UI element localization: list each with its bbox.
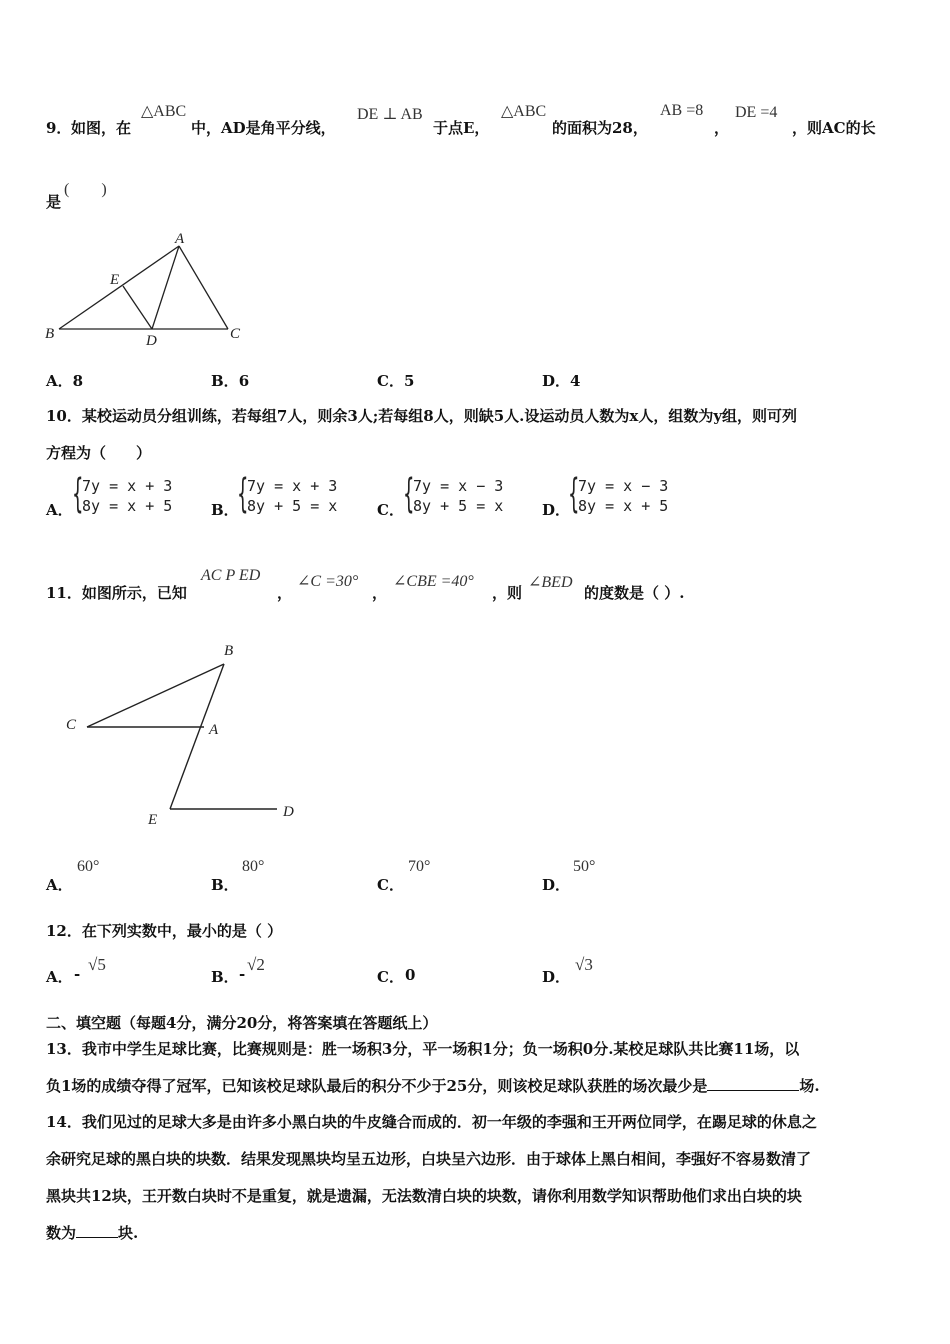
q12-option-c-label: C．: [377, 968, 404, 986]
q11-option-b-label: B．: [211, 876, 239, 894]
q9-text-5: ，则AC的长: [792, 119, 876, 137]
q9-option-b[interactable]: [211, 370, 249, 391]
q12-option-a-label: A．: [46, 968, 73, 986]
q10-option-d-brace: {: [568, 471, 580, 517]
q9-text-4: 的面积为28，: [552, 119, 648, 137]
q11-comma-1: ，: [277, 584, 293, 602]
q9-number: 9．: [46, 119, 72, 137]
q12-option-b-value: √2: [247, 955, 265, 974]
q9-math-de: DE =4: [735, 104, 778, 121]
q9-math-perpendicular: DE ⊥ AB: [357, 106, 423, 123]
q9-option-d-value: 4: [570, 372, 581, 390]
q9-comma: ，: [714, 119, 730, 137]
q9-option-a-label: A．: [46, 372, 73, 390]
q11-text-3: 的度数是（ ）.: [584, 584, 685, 602]
q11-option-c-label: C．: [377, 876, 404, 894]
q13-text-line-2b: 场.: [799, 1077, 820, 1095]
q12-text: 12．在下列实数中，最小的是（ ）: [46, 922, 283, 940]
q10-option-c-eq2: 8y + 5 = x: [413, 497, 504, 515]
q11-label-d: D: [283, 804, 294, 820]
q9-option-c[interactable]: [377, 370, 414, 391]
q11-comma-2: ，: [372, 584, 388, 602]
q11-option-a-label: A．: [46, 876, 73, 894]
section-2-heading: 二、填空题（每题4分，满分20分，将答案填在答题纸上）: [46, 1014, 438, 1032]
q9-label-d: D: [146, 333, 157, 349]
q13-text-line-1: 13．我市中学生足球比赛，比赛规则是：胜一场积3分，平一场积1分；负一场积0分.某校足球队共比赛11场，以: [46, 1040, 800, 1058]
q10-option-d-eq1: 7y = x − 3: [578, 477, 669, 495]
q12-option-a-sign: -: [74, 965, 81, 983]
q10-option-b-eq2: 8y + 5 = x: [247, 497, 338, 515]
q9-answer-paren: ( ): [64, 181, 107, 198]
q9-label-b: B: [45, 326, 55, 342]
q9-math-triangle-abc: △ABC: [141, 103, 187, 120]
q10-option-d-label: D．: [542, 501, 571, 519]
q10-option-b-eq1: 7y = x + 3: [247, 477, 338, 495]
q9-math-triangle-abc-2: △ABC: [501, 103, 547, 120]
q14-text-line-4a: 数为: [46, 1224, 77, 1242]
q11-math-angle-c: ∠C =30°: [297, 573, 359, 590]
q13-text-line-2a: 负1场的成绩夺得了冠军，已知该校足球队最后的积分不少于25分，则该校足球队获胜的场次最少是: [46, 1077, 708, 1095]
q11-label-c: C: [66, 717, 77, 733]
q11-text-2: ，则: [492, 584, 523, 602]
q9-text-2: 中，AD是角平分线，: [191, 119, 336, 137]
q9-label-c: C: [230, 326, 241, 342]
q10-option-c-label: C．: [377, 501, 404, 519]
q9-figure: [40, 228, 255, 353]
q9-math-ab: AB =8: [660, 102, 704, 119]
q9-option-c-label: C．: [377, 372, 404, 390]
q11-label-a: A: [209, 722, 219, 738]
q10-text-line-2: 方程为（ ）: [46, 444, 152, 462]
q9-text-6: 是: [46, 193, 62, 211]
q9-segment-ad: [152, 246, 179, 329]
q9-segment-de: [123, 286, 152, 329]
q13-text-line-2: [46, 1075, 820, 1096]
q11-option-a-value: 60°: [77, 858, 100, 875]
q14-text-line-1: 14．我们见过的足球大多是由许多小黑白块的牛皮缝合而成的．初一年级的李强和王开两位同学，在踢足球的休息之: [46, 1113, 817, 1131]
q9-option-d-label: D．: [542, 372, 571, 390]
q9-option-b-label: B．: [211, 372, 239, 390]
q10-option-a-brace: {: [72, 471, 84, 517]
q10-option-b-label: B．: [211, 501, 239, 519]
q14-text-line-4b: 块.: [118, 1224, 139, 1242]
q12-option-c-value: 0: [405, 966, 416, 984]
q10-option-b-brace: {: [237, 471, 249, 517]
q10-option-a-label: A．: [46, 501, 73, 519]
q11-math-angle-bed: ∠BED: [528, 574, 573, 591]
q9-text-3: 于点E，: [433, 119, 490, 137]
q9-label-e: E: [110, 272, 120, 288]
q10-option-d-eq2: 8y = x + 5: [578, 497, 669, 515]
q14-text-line-4: [46, 1222, 138, 1243]
q14-text-line-2: 余研究足球的黑白块的块数．结果发现黑块均呈五边形，白块呈六边形．由于球体上黑白相间，李强好不容易数清了: [46, 1150, 812, 1168]
q12-option-b-sign: -: [239, 965, 246, 983]
q11-math-parallel: AC P ED: [201, 567, 261, 584]
q11-option-c-value: 70°: [408, 858, 431, 875]
q10-option-a-eq2: 8y = x + 5: [82, 497, 173, 515]
q12-option-d-label: D．: [542, 968, 571, 986]
q11-figure: [60, 638, 310, 833]
q9-option-d[interactable]: [542, 370, 580, 391]
q11-math-angle-cbe: ∠CBE =40°: [393, 573, 474, 590]
q14-text-line-3: 黑块共12块，王开数白块时不是重复，就是遗漏，无法数清白块的块数，请你利用数学知识帮助他们求出白块的块: [46, 1187, 802, 1205]
q10-text-line-1: 10．某校运动员分组训练，若每组7人，则余3人;若每组8人，则缺5人.设运动员人数为x人，组数为y组，则可列: [46, 407, 798, 425]
q9-text-1: 如图，在: [71, 119, 132, 137]
q10-option-c-eq1: 7y = x − 3: [413, 477, 504, 495]
q12-option-d-value: √3: [575, 955, 593, 974]
q9-option-c-value: 5: [403, 372, 415, 390]
q14-answer-blank[interactable]: [76, 1223, 118, 1238]
q9-label-a: A: [175, 231, 185, 247]
q10-option-a-eq1: 7y = x + 3: [82, 477, 173, 495]
q12-option-b-label: B．: [211, 968, 239, 986]
q9-option-b-value: 6: [238, 372, 250, 390]
q11-option-d-value: 50°: [573, 858, 596, 875]
q11-option-b-value: 80°: [242, 858, 265, 875]
q13-answer-blank[interactable]: [707, 1076, 799, 1091]
q9-option-a-value: 8: [72, 372, 84, 390]
q9-option-a[interactable]: [46, 370, 83, 391]
q9-segment-ac: [179, 246, 228, 329]
q11-option-d-label: D．: [542, 876, 571, 894]
q10-option-c-brace: {: [403, 471, 415, 517]
q11-label-e: E: [148, 812, 158, 828]
q11-text-1: 11．如图所示，已知: [46, 584, 187, 602]
q11-label-b: B: [224, 643, 234, 659]
q12-option-a-value: √5: [88, 955, 106, 974]
